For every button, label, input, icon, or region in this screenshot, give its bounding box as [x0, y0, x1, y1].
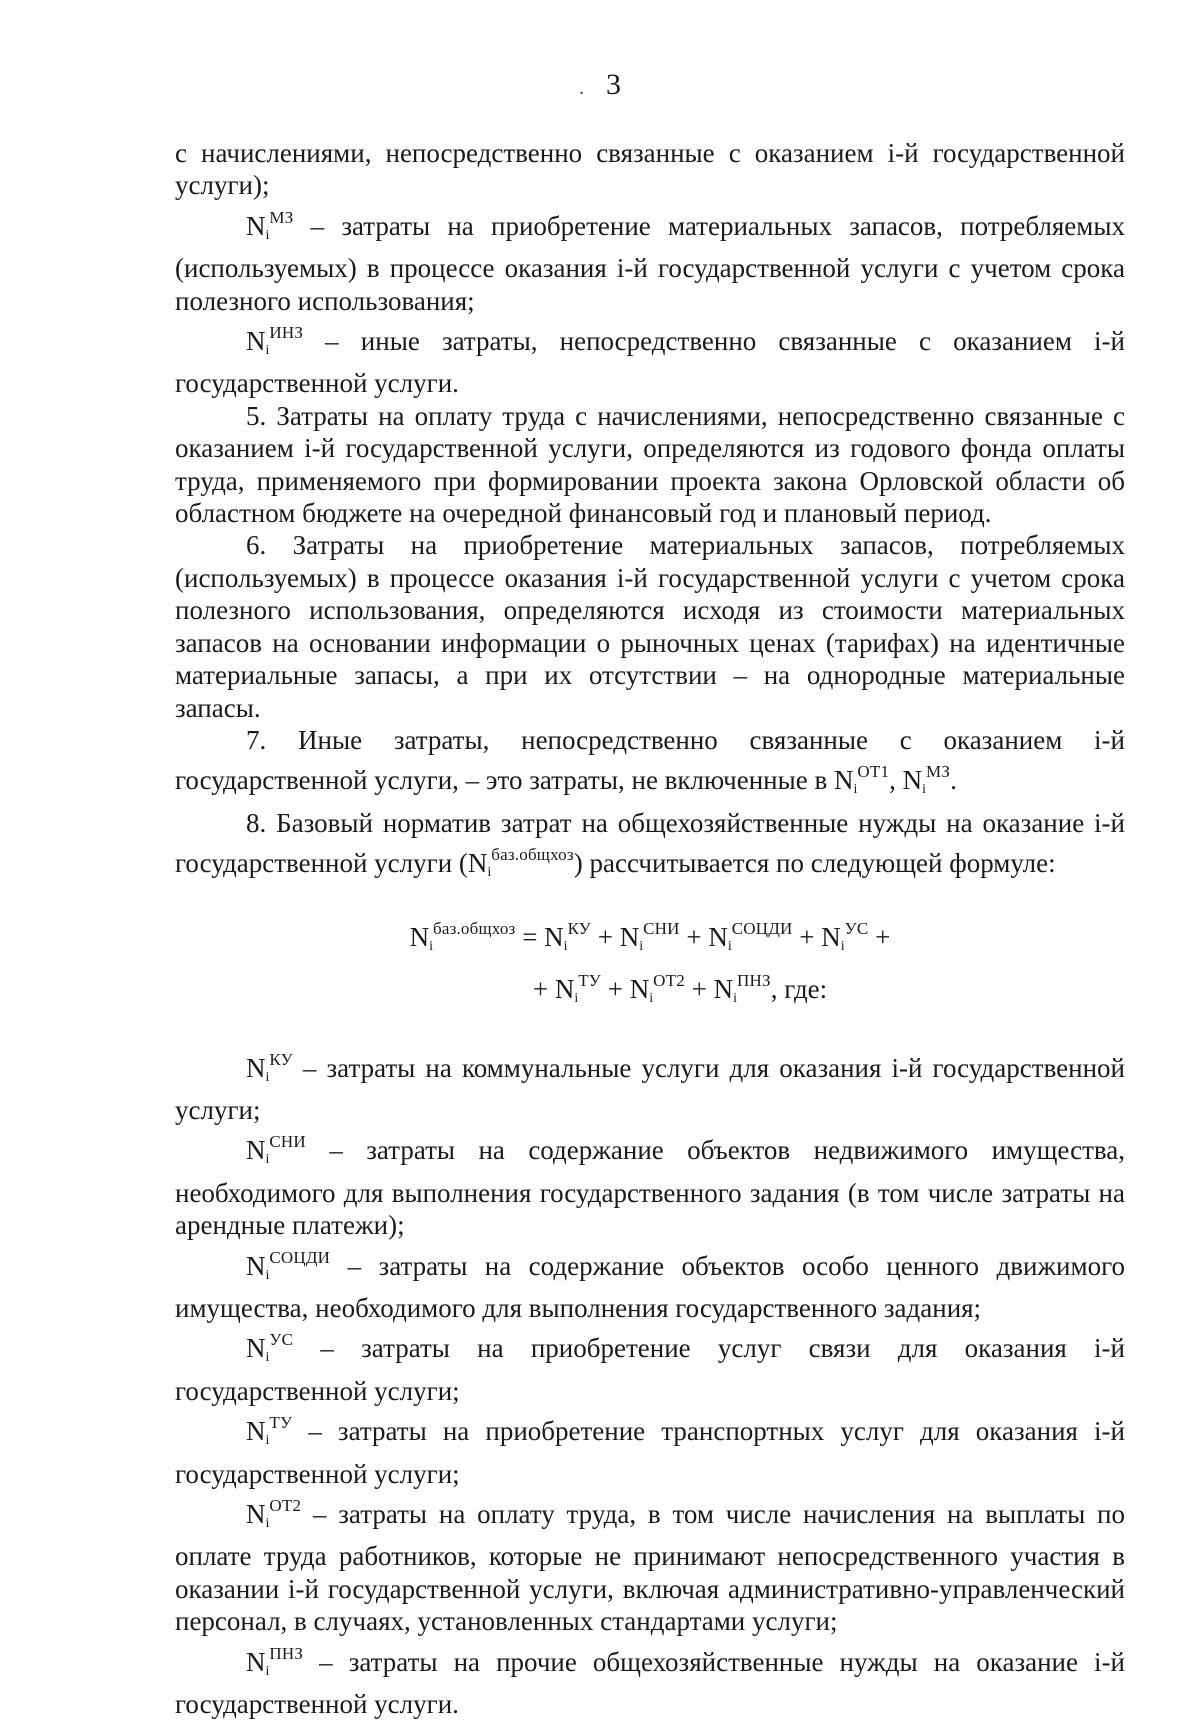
symbol-n: N — [821, 921, 841, 952]
formula-where: , где: — [770, 973, 828, 1004]
definition-us — [175, 1324, 1125, 1407]
symbol-sup-ot2: ОТ2 — [269, 1496, 302, 1515]
formula-line-1 — [175, 912, 1125, 964]
definition-text: – затраты на оплату труда, в том числе начисления на выплаты по оплате труда работников, которые не принимают непосредственного участия в оказании i-й государственной услуги, включая административно-управленческий персонал, в случаях, установленных стандартами услуги; — [175, 1499, 1125, 1637]
page-number: 3 — [606, 68, 621, 101]
symbol-n: N — [246, 1499, 266, 1529]
symbol-index: i — [265, 1267, 270, 1283]
symbol-sup-tu: ТУ — [269, 1413, 293, 1433]
symbol-index: i — [853, 782, 858, 798]
symbol-sup-ku: КУ — [269, 1049, 293, 1069]
symbol-n: N — [246, 1135, 266, 1166]
symbol-sup-mz: МЗ — [926, 762, 951, 782]
symbol-index: i — [733, 990, 738, 1006]
symbol-sup-ot1: ОТ1 — [857, 762, 890, 782]
plus-sign: + — [868, 921, 891, 952]
paragraph-8 — [175, 807, 1125, 890]
definition-mz — [175, 202, 1125, 317]
definition-text: – затраты на содержание объектов недвижимого имущества, необходимого для выполнения государственного задания (в том числе затраты на арендные платежи); — [175, 1135, 1125, 1241]
symbol-sup-ku: КУ — [567, 918, 591, 938]
symbol-index: i — [265, 1152, 270, 1168]
symbol-n: N — [246, 1250, 266, 1281]
symbol-sup-ot2: ОТ2 — [653, 970, 685, 990]
plus-sign: + — [684, 973, 714, 1004]
symbol-n: N — [246, 1416, 266, 1447]
symbol-index: i — [574, 990, 579, 1006]
definition-text: – затраты на приобретение услуг связи для оказания i-й государственной услуги; — [175, 1333, 1125, 1406]
symbol-index: i — [265, 1433, 270, 1449]
symbol-sup-us: УС — [269, 1330, 294, 1350]
definition-text: – затраты на коммунальные услуги для оказания i-й государственной услуги; — [175, 1052, 1125, 1125]
symbol-sup-us: УС — [844, 918, 869, 938]
symbol-index: i — [265, 343, 270, 359]
symbol-index: i — [727, 938, 732, 954]
symbol-sup-socdi: СОЦДИ — [731, 918, 793, 938]
symbol-index: i — [639, 938, 644, 954]
symbol-n: N — [246, 210, 266, 241]
symbol-index: i — [649, 990, 654, 1006]
paragraph-7 — [175, 724, 1125, 807]
symbol-n: N — [708, 921, 728, 952]
symbol-index: i — [265, 227, 270, 243]
symbol-n: N — [713, 973, 734, 1004]
definition-ot2 — [175, 1490, 1125, 1638]
symbol-sup-mz: МЗ — [269, 207, 294, 227]
plus-sign: + — [591, 921, 620, 952]
symbol-index: i — [429, 938, 433, 954]
plus-sign: + — [532, 973, 555, 1004]
symbol-index: i — [922, 782, 927, 798]
paragraph-5: 5. Затраты на оплату труда с начислениями, непосредственно связанные с оказанием i-й государственной услуги, определяются из годового фонда оплаты труда, применяемого при формировании проекта закона Орловской области об областном бюджете на очередной финансовый год и плановый период. — [175, 400, 1125, 529]
symbol-n: N — [246, 326, 266, 357]
separator: , — [889, 765, 903, 796]
definition-socdi — [175, 1242, 1125, 1325]
symbol-n: N — [246, 1646, 266, 1677]
symbol-sup-pnz: ПНЗ — [737, 970, 771, 990]
formula — [175, 912, 1125, 1016]
paragraph-end: . — [950, 765, 957, 796]
symbol-index: i — [487, 865, 492, 881]
symbol-index: i — [265, 1350, 270, 1366]
symbol-n: N — [619, 921, 640, 952]
symbol-n: N — [246, 1333, 266, 1364]
plus-sign: + — [792, 921, 822, 952]
definition-inz — [175, 317, 1125, 400]
symbol-n: N — [544, 921, 564, 952]
symbol-n: N — [246, 1052, 266, 1083]
symbol-n: N — [629, 973, 650, 1004]
symbol-n: N — [902, 765, 923, 796]
formula-line-2 — [175, 964, 1125, 1016]
paragraph-continuation: с начислениями, непосредственно связанные с оказанием i-й государственной услуги); — [175, 138, 1125, 201]
symbol-sup-inz: ИНЗ — [269, 323, 304, 343]
symbol-sup-baz: баз.общхоз — [491, 845, 574, 865]
symbol-sup-tu: ТУ — [578, 970, 602, 990]
definition-text: – затраты на содержание объектов особо ценного движимого имущества, необходимого для выполнения государственного задания; — [175, 1250, 1125, 1323]
document-body — [175, 137, 1125, 1720]
symbol-sup-sni: СНИ — [643, 918, 680, 938]
plus-sign: + — [601, 973, 630, 1004]
symbol-sup-baz: баз.общхоз — [432, 918, 516, 938]
equals-sign: = — [515, 921, 545, 952]
symbol-n: N — [554, 973, 575, 1004]
definition-text: – затраты на прочие общехозяйственные нужды на оказание i-й государственной услуги. — [175, 1646, 1125, 1720]
paragraph-6: 6. Затраты на приобретение материальных запасов, потребляемых (используемых) в процессе оказания i-й государственной услуги с учетом срока полезного использования, определяются исходя из стоимости материальных запасов на основании информации о рыночных ценах (тарифах) на идентичные материальные запасы, а при их отсутствии – на однородные материальные запасы. — [175, 530, 1125, 723]
definition-text: – затраты на приобретение материальных запасов, потребляемых (используемых) в процессе оказания i-й государственной услуги с учетом срока полезного использования; — [175, 210, 1125, 316]
symbol-n: N — [409, 921, 430, 952]
definition-tu — [175, 1407, 1125, 1490]
paragraph-text: 7. Иные затраты, непосредственно связанные с оказанием i-й государственной услуги, – это затраты, не включенные в — [175, 724, 1125, 796]
definition-pnz — [175, 1638, 1125, 1720]
symbol-n: N — [834, 765, 854, 796]
definition-text: – затраты на приобретение транспортных услуг для оказания i-й государственной услуги; — [175, 1416, 1125, 1489]
symbol-sup-pnz: ПНЗ — [269, 1643, 304, 1663]
definition-text: – иные затраты, непосредственно связанные с оказанием i-й государственной услуги. — [175, 326, 1125, 399]
symbol-n: N — [467, 848, 488, 879]
page-number-block — [0, 68, 1200, 102]
symbol-index: i — [265, 1516, 270, 1531]
symbol-index: i — [265, 1069, 270, 1085]
page-mark: . — [579, 77, 584, 99]
paragraph-text: ) рассчитывается по следующей формуле: — [573, 848, 1056, 879]
definition-ku — [175, 1044, 1125, 1127]
symbol-index: i — [840, 938, 845, 954]
symbol-index: i — [563, 938, 568, 954]
symbol-sup-sni: СНИ — [269, 1132, 306, 1152]
definition-sni — [175, 1126, 1125, 1241]
symbol-sup-socdi: СОЦДИ — [269, 1247, 331, 1267]
symbol-index: i — [265, 1663, 270, 1679]
plus-sign: + — [679, 921, 709, 952]
paragraph-text: 8. Базовый норматив затрат на общехозяйственные нужды на оказание i-й государственной услуги ( — [175, 807, 1125, 879]
